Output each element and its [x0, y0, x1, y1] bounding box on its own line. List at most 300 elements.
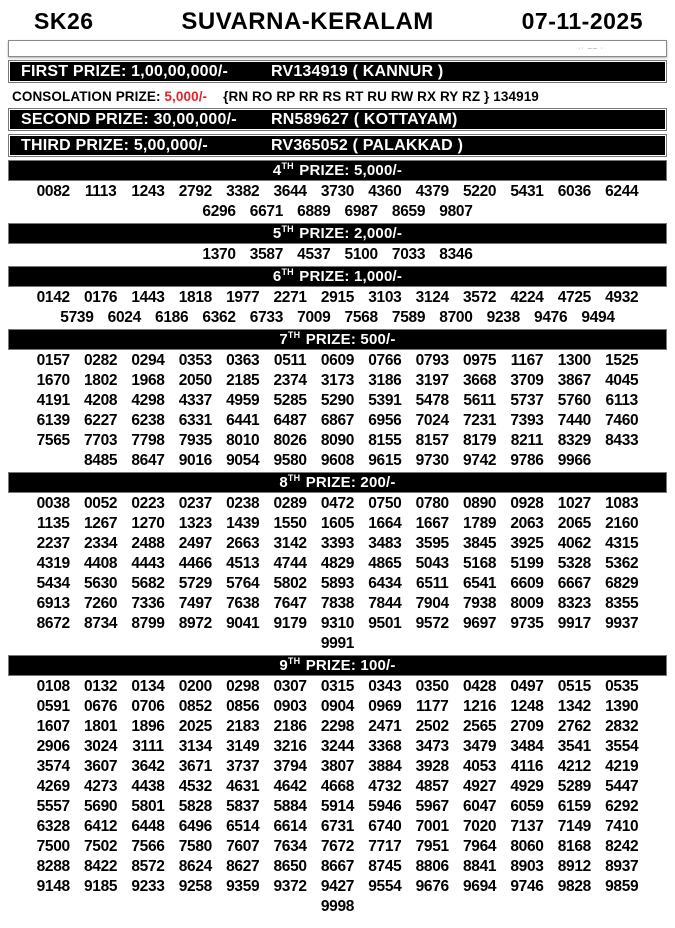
winning-number: 4116: [510, 758, 544, 775]
winning-number: 6496: [178, 818, 213, 835]
winning-numbers-row: [0, 717, 675, 737]
winning-number: 7566: [131, 838, 165, 855]
winning-number: 7502: [83, 838, 118, 855]
consolation-label: CONSOLATION PRIZE:: [12, 89, 161, 104]
winning-number: 5290: [320, 392, 355, 409]
winning-number: 6667: [557, 575, 592, 592]
winning-number: 1670: [36, 372, 70, 389]
winning-number: 1443: [131, 289, 165, 306]
winning-number: 9494: [581, 309, 615, 326]
winning-number: 1977: [226, 289, 260, 306]
winning-number: 1818: [178, 289, 213, 306]
second-prize-label: SECOND PRIZE: 30,00,000/-: [21, 110, 237, 128]
winning-number: 7964: [462, 838, 497, 855]
winning-number: 8972: [178, 615, 213, 632]
winning-number: 2063: [510, 515, 544, 532]
winning-number: 9359: [226, 878, 260, 895]
winning-number: 0515: [557, 678, 592, 695]
winning-numbers-row: [0, 857, 675, 877]
winning-number: 6733: [249, 309, 284, 326]
winning-number: 9859: [605, 878, 639, 895]
winning-number: 6434: [368, 575, 402, 592]
winning-number: 3554: [605, 738, 639, 755]
winning-number: 8242: [605, 838, 639, 855]
winning-number: 4642: [273, 778, 307, 795]
winning-number: 0969: [368, 698, 402, 715]
section-title: 9TH PRIZE: 100/-: [279, 656, 396, 674]
winning-number: 6671: [249, 203, 284, 220]
winning-numbers-row: [0, 182, 675, 202]
winning-number: 5630: [83, 575, 118, 592]
winning-number: 4631: [226, 778, 260, 795]
winning-numbers-row: [0, 574, 675, 594]
winning-number: 5828: [178, 798, 213, 815]
winning-number: 3483: [368, 535, 402, 552]
winning-number: 7440: [557, 412, 592, 429]
winning-number: 3368: [368, 738, 402, 755]
winning-number: 1243: [131, 183, 165, 200]
winning-number: 0928: [510, 495, 544, 512]
winning-number: 5737: [510, 392, 544, 409]
winning-number: 9258: [178, 878, 213, 895]
winning-number: 7844: [368, 595, 402, 612]
winning-number: 1664: [368, 515, 402, 532]
winning-number: 8672: [36, 615, 70, 632]
winning-number: 4438: [131, 778, 165, 795]
winning-number: 5478: [415, 392, 449, 409]
winning-number: 7497: [178, 595, 213, 612]
section-title: 5TH PRIZE: 2,000/-: [272, 224, 403, 242]
winning-number: 3730: [320, 183, 355, 200]
winning-number: 6614: [273, 818, 307, 835]
winning-number: 7009: [297, 309, 331, 326]
winning-number: 4513: [226, 555, 260, 572]
winning-number: 2488: [131, 535, 165, 552]
winning-number: 0676: [83, 698, 118, 715]
winning-number: 4744: [273, 555, 307, 572]
winning-number: 9501: [368, 615, 402, 632]
prize-4th-header-bar: [8, 160, 667, 181]
consolation-amount: 5,000/-: [164, 89, 208, 104]
winning-number: 6331: [178, 412, 213, 429]
winning-number: 5729: [178, 575, 213, 592]
winning-number: 4360: [368, 183, 402, 200]
winning-number: 8060: [510, 838, 544, 855]
winning-number: 9730: [415, 452, 449, 469]
winning-number: 0038: [36, 495, 70, 512]
winning-number: 8433: [605, 432, 639, 449]
page-title: SUVARNA-KERALAM: [181, 8, 434, 35]
winning-number: 8734: [83, 615, 118, 632]
winning-number: 0307: [273, 678, 307, 695]
winning-number: 5100: [344, 246, 378, 263]
winning-number: 0591: [36, 698, 70, 715]
winning-number: 0852: [178, 698, 213, 715]
winning-number: 8647: [131, 452, 165, 469]
winning-number: 8799: [131, 615, 165, 632]
winning-number: 2471: [368, 718, 402, 735]
winning-number: 6740: [368, 818, 402, 835]
winning-numbers-row: [0, 411, 675, 431]
winning-number: 1135: [37, 515, 70, 532]
winning-number: 0176: [83, 289, 118, 306]
winning-number: 0497: [510, 678, 544, 695]
first-prize-label: FIRST PRIZE: 1,00,00,000/-: [21, 62, 229, 80]
winning-number: 8659: [391, 203, 426, 220]
winning-number: 8627: [226, 858, 260, 875]
prize-section-7th: [0, 329, 675, 471]
section-title: 7TH PRIZE: 500/-: [279, 330, 396, 348]
winning-number: 2237: [36, 535, 70, 552]
winning-number: 6514: [226, 818, 260, 835]
winning-number: 0134: [131, 678, 165, 695]
winning-number: 2915: [320, 289, 355, 306]
winning-number: 7410: [605, 818, 639, 835]
winning-number: 8422: [83, 858, 118, 875]
winning-number: 8090: [320, 432, 355, 449]
winning-number: 1270: [131, 515, 165, 532]
winning-number: 3393: [320, 535, 355, 552]
winning-number: 4927: [462, 778, 497, 795]
winning-number: 2709: [510, 718, 544, 735]
winning-number: 9991: [320, 635, 355, 652]
winning-number: 5391: [368, 392, 402, 409]
winning-number: 7260: [83, 595, 118, 612]
winning-number: 4725: [557, 289, 592, 306]
winning-numbers-row: [0, 817, 675, 837]
winning-number: 1550: [273, 515, 307, 532]
winning-number: 3479: [462, 738, 497, 755]
winning-number: 1323: [178, 515, 213, 532]
winning-number: 6913: [36, 595, 70, 612]
winning-number: 4668: [320, 778, 355, 795]
winning-number: 0108: [36, 678, 70, 695]
winning-numbers-row: [0, 288, 675, 308]
winning-number: 6362: [202, 309, 236, 326]
winning-number: 9476: [534, 309, 568, 326]
winning-number: 5557: [36, 798, 70, 815]
winning-number: 4532: [178, 778, 213, 795]
winning-number: 0289: [273, 495, 307, 512]
winning-number: 6296: [202, 203, 236, 220]
winning-number: 8650: [273, 858, 307, 875]
section-title: 8TH PRIZE: 200/-: [279, 473, 396, 491]
winning-number: 7001: [415, 818, 449, 835]
winning-number: 7607: [226, 838, 260, 855]
winning-number: 5168: [462, 555, 497, 572]
winning-number: 8841: [462, 858, 497, 875]
winning-number: 0223: [131, 495, 165, 512]
winning-number: 3587: [249, 246, 284, 263]
winning-number: 3642: [131, 758, 165, 775]
winning-number: 4865: [368, 555, 402, 572]
winning-number: 5285: [273, 392, 307, 409]
winning-number: 5328: [557, 555, 592, 572]
winning-number: 8700: [439, 309, 473, 326]
winning-number: 4269: [36, 778, 70, 795]
winning-number: 9615: [368, 452, 402, 469]
winning-number: 7024: [415, 412, 449, 429]
winning-number: 6956: [368, 412, 402, 429]
winning-number: 9427: [320, 878, 355, 895]
winning-number: 1083: [605, 495, 639, 512]
winning-number: 2185: [226, 372, 260, 389]
winning-number: 3244: [320, 738, 355, 755]
winning-number: 5434: [36, 575, 70, 592]
winning-number: 4319: [36, 555, 70, 572]
winning-number: 5764: [226, 575, 260, 592]
winning-number: 7798: [131, 432, 165, 449]
winning-numbers-row: [0, 391, 675, 411]
winning-number: 1342: [557, 698, 592, 715]
winning-number: 9746: [510, 878, 544, 895]
winning-numbers-row: [0, 534, 675, 554]
winning-number: 2160: [605, 515, 639, 532]
winning-number: 9966: [557, 452, 592, 469]
winning-number: 0856: [226, 698, 260, 715]
winning-number: 2298: [320, 718, 355, 735]
winning-number: 9054: [226, 452, 260, 469]
winning-number: 8903: [510, 858, 544, 875]
winning-number: 0609: [320, 352, 355, 369]
winning-number: 9807: [439, 203, 473, 220]
winning-number: 9937: [605, 615, 639, 632]
winning-number: 8010: [226, 432, 260, 449]
winning-number: 9148: [36, 878, 70, 895]
winning-number: 9742: [462, 452, 497, 469]
winning-number: 4045: [605, 372, 639, 389]
winning-number: 3142: [273, 535, 307, 552]
winning-number: 4224: [510, 289, 544, 306]
winning-number: 9917: [557, 615, 592, 632]
winning-number: 9697: [462, 615, 497, 632]
winning-number: 8288: [36, 858, 70, 875]
winning-number: 0903: [273, 698, 307, 715]
winning-number: 9233: [131, 878, 165, 895]
winning-number: 1896: [131, 718, 165, 735]
winning-number: 2374: [273, 372, 307, 389]
winning-number: 2050: [178, 372, 213, 389]
winning-number: 3216: [273, 738, 307, 755]
winning-number: 0363: [226, 352, 260, 369]
winning-number: 0793: [415, 352, 449, 369]
prize-section-9th: [0, 655, 675, 917]
winning-number: 0780: [415, 495, 449, 512]
winning-number: 5739: [60, 309, 94, 326]
winning-number: 1027: [557, 495, 592, 512]
winning-number: 7020: [462, 818, 497, 835]
winning-number: 5967: [415, 798, 449, 815]
winning-number: 5199: [510, 555, 544, 572]
winning-number: 9786: [510, 452, 544, 469]
winning-number: 3794: [273, 758, 307, 775]
winning-numbers-row: [0, 494, 675, 514]
winning-number: 0282: [83, 352, 118, 369]
winning-number: 3541: [557, 738, 592, 755]
winning-number: 4219: [605, 758, 639, 775]
winning-number: 6292: [605, 798, 639, 815]
winning-number: 2502: [415, 718, 449, 735]
second-prize-bar: [8, 108, 667, 131]
winning-number: 4298: [131, 392, 165, 409]
winning-number: 6159: [557, 798, 592, 815]
prize-9th-header-bar: [8, 655, 667, 676]
winning-numbers-row: [0, 697, 675, 717]
section-title: 6TH PRIZE: 1,000/-: [272, 267, 403, 285]
winning-number: 0343: [368, 678, 402, 695]
winning-number: 1177: [416, 698, 449, 715]
winning-numbers-row: [0, 245, 675, 265]
winning-number: 1390: [605, 698, 639, 715]
winning-number: 2065: [557, 515, 592, 532]
winning-number: 1802: [83, 372, 118, 389]
winning-number: 7717: [368, 838, 402, 855]
winning-number: 0315: [320, 678, 355, 695]
winning-numbers-row: [0, 797, 675, 817]
winning-number: 9016: [178, 452, 213, 469]
winning-number: 6227: [83, 412, 118, 429]
winning-number: 3574: [36, 758, 70, 775]
winning-number: 0706: [131, 698, 165, 715]
winning-number: 6139: [36, 412, 70, 429]
winning-number: 3595: [415, 535, 449, 552]
winning-number: 9998: [320, 898, 355, 915]
winning-number: 5802: [273, 575, 307, 592]
winning-number: 0428: [462, 678, 497, 695]
winning-number: 0904: [320, 698, 355, 715]
winning-number: 3103: [368, 289, 402, 306]
winning-numbers-row: [0, 777, 675, 797]
prize-section-5th: [0, 223, 675, 265]
winning-number: 2906: [36, 738, 70, 755]
winning-number: 4062: [557, 535, 592, 552]
winning-number: 3473: [415, 738, 449, 755]
winning-number: 2762: [557, 718, 592, 735]
winning-number: 5362: [605, 555, 639, 572]
winning-number: 1605: [320, 515, 355, 532]
winning-number: 2565: [462, 718, 497, 735]
winning-number: 1607: [36, 718, 70, 735]
winning-number: 8211: [510, 432, 544, 449]
winning-number: 6328: [36, 818, 70, 835]
winning-number: 8806: [415, 858, 449, 875]
winning-number: 2186: [273, 718, 307, 735]
winning-number: 5431: [510, 183, 544, 200]
prize-section-6th: [0, 266, 675, 328]
winning-number: 9554: [368, 878, 402, 895]
winning-number: 9694: [462, 878, 497, 895]
winning-number: 0890: [462, 495, 497, 512]
winning-number: 3709: [510, 372, 544, 389]
prize-8th-header-bar: [8, 472, 667, 493]
winning-number: 6541: [462, 575, 497, 592]
winning-number: 3644: [273, 183, 307, 200]
winning-numbers-row: [0, 737, 675, 757]
winning-number: 7589: [391, 309, 426, 326]
winning-number: 6113: [605, 392, 638, 409]
winning-number: 0294: [131, 352, 165, 369]
winning-number: 8745: [368, 858, 402, 875]
winning-number: 4337: [178, 392, 213, 409]
winning-number: 5447: [605, 778, 639, 795]
winning-number: 4932: [605, 289, 639, 306]
prize-sections: [0, 160, 675, 917]
winning-numbers-row: [0, 554, 675, 574]
winning-number: 8485: [83, 452, 118, 469]
winning-number: 8155: [368, 432, 402, 449]
winning-numbers-row: [0, 308, 675, 328]
winning-number: 1216: [462, 698, 497, 715]
winning-number: 5946: [368, 798, 402, 815]
winning-number: 7568: [344, 309, 378, 326]
winning-number: 3173: [320, 372, 355, 389]
winning-number: 4191: [36, 392, 70, 409]
winning-number: 3807: [320, 758, 355, 775]
winning-number: 3671: [178, 758, 213, 775]
winning-number: 1801: [83, 718, 118, 735]
winning-numbers-row: [0, 451, 675, 471]
winning-number: 7703: [83, 432, 118, 449]
prize-5th-header-bar: [8, 223, 667, 244]
winning-number: 9310: [320, 615, 355, 632]
prize-7th-header-bar: [8, 329, 667, 350]
winning-number: 5893: [320, 575, 355, 592]
winning-number: 5690: [83, 798, 118, 815]
winning-number: 7393: [510, 412, 544, 429]
winning-number: 9185: [83, 878, 118, 895]
winning-number: 3149: [226, 738, 260, 755]
winning-number: 5801: [131, 798, 165, 815]
winning-number: 4857: [415, 778, 449, 795]
winning-number: 8912: [557, 858, 592, 875]
winning-number: 5760: [557, 392, 592, 409]
winning-number: 3737: [226, 758, 260, 775]
winning-number: 7033: [391, 246, 426, 263]
winning-number: 8355: [605, 595, 639, 612]
winning-number: 6047: [462, 798, 497, 815]
winning-number: 0132: [83, 678, 118, 695]
winning-number: 4829: [320, 555, 355, 572]
winning-number: 9572: [415, 615, 449, 632]
winning-number: 8009: [510, 595, 544, 612]
winning-number: 0766: [368, 352, 402, 369]
winning-number: 9238: [486, 309, 520, 326]
winning-number: 7672: [320, 838, 355, 855]
winning-number: 7336: [131, 595, 165, 612]
winning-number: 0142: [36, 289, 70, 306]
winning-number: 6441: [226, 412, 260, 429]
winning-number: 4732: [368, 778, 402, 795]
winning-number: 7935: [178, 432, 213, 449]
winning-number: 7634: [273, 838, 307, 855]
section-title: 4TH PRIZE: 5,000/-: [272, 161, 403, 179]
winning-number: 1267: [83, 515, 118, 532]
winning-number: 3111: [132, 738, 164, 755]
winning-number: 9372: [273, 878, 307, 895]
winning-number: 0350: [415, 678, 449, 695]
winning-number: 5837: [226, 798, 260, 815]
winning-numbers-row: [0, 677, 675, 697]
winning-number: 5884: [273, 798, 307, 815]
winning-numbers-row: [0, 757, 675, 777]
third-prize-winner: RV365052 ( PALAKKAD ): [271, 136, 464, 154]
winning-number: 8937: [605, 858, 639, 875]
winning-number: 1439: [226, 515, 260, 532]
winning-number: 6889: [297, 203, 331, 220]
winning-number: 5289: [557, 778, 592, 795]
winning-number: 7500: [36, 838, 70, 855]
winning-number: 7838: [320, 595, 355, 612]
